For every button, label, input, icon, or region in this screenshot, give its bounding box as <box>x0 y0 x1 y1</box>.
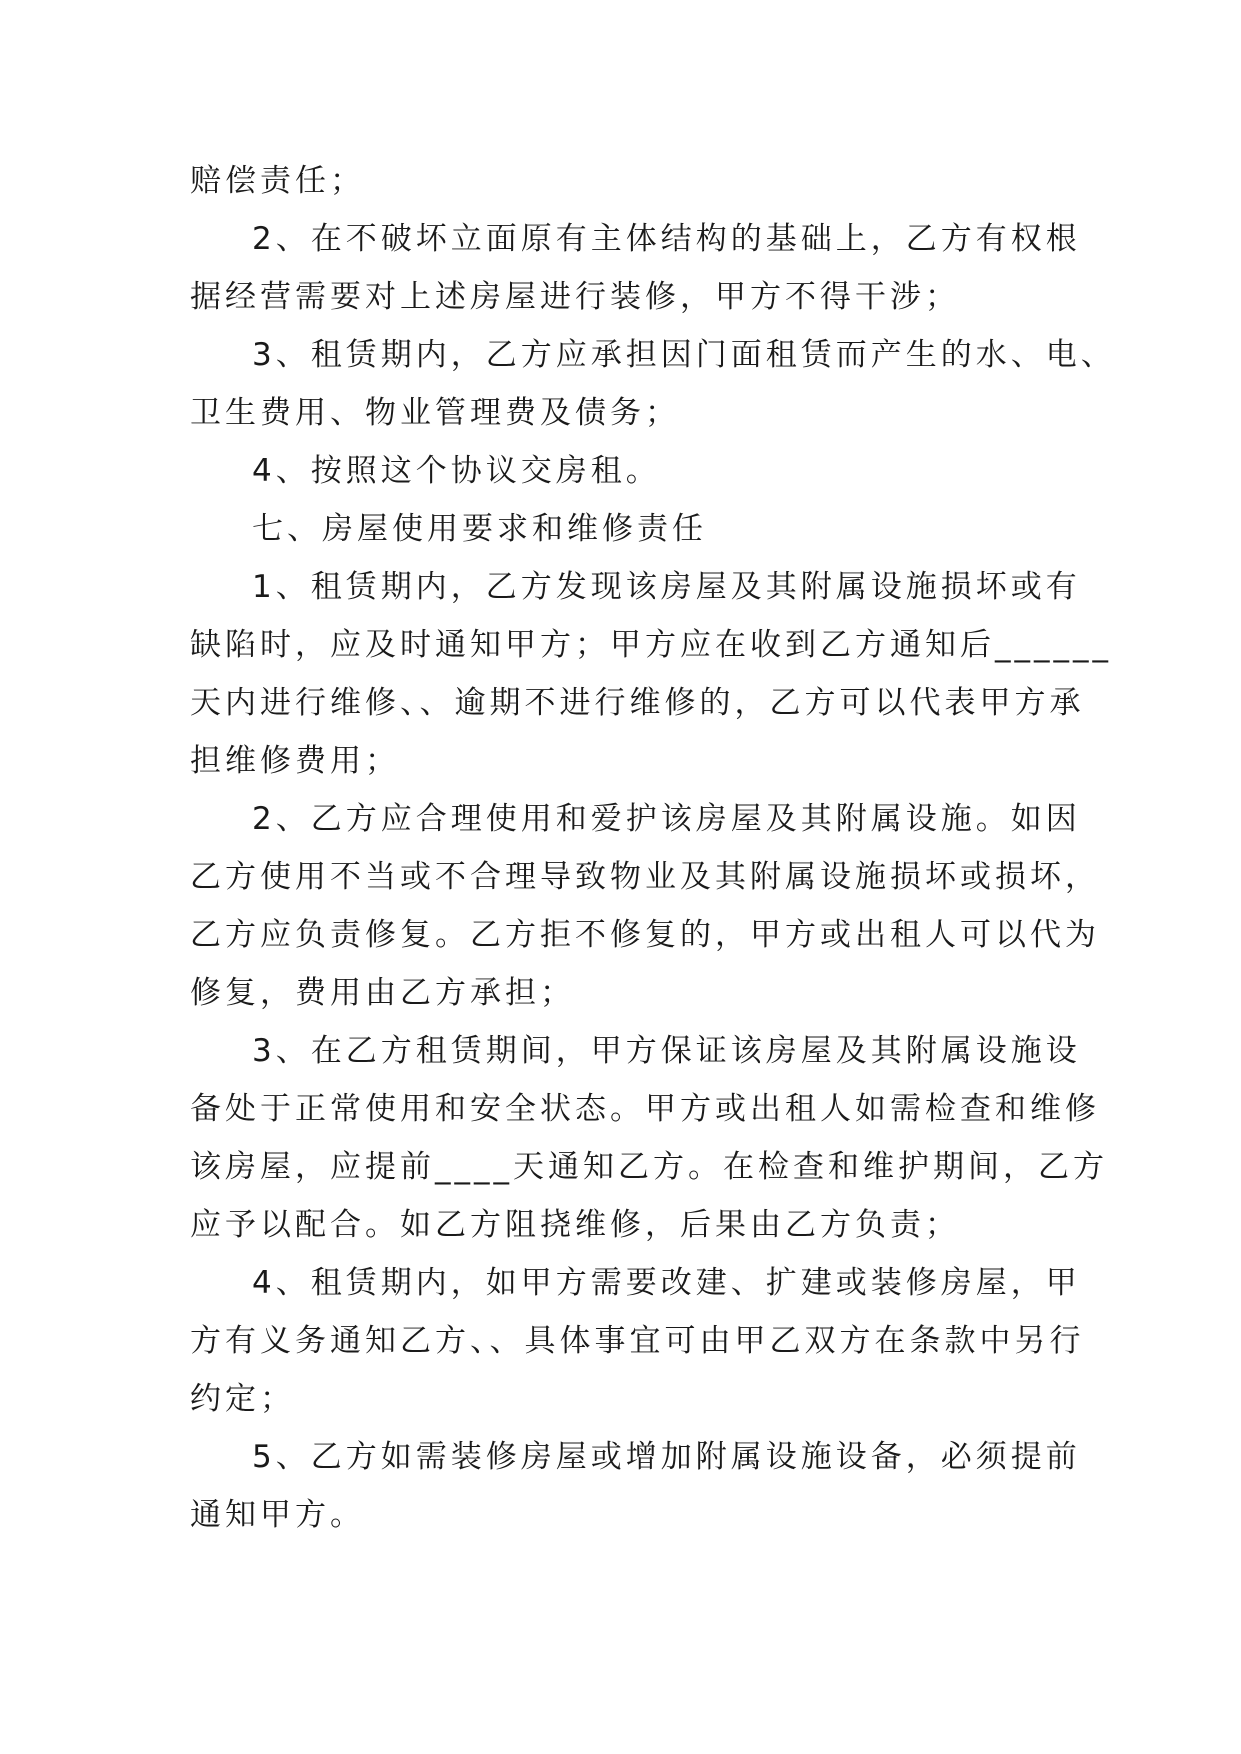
text-line: 2、乙方应合理使用和爱护该房屋及其附属设施。如因 <box>252 801 1081 837</box>
text-line: 据经营需要对上述房屋进行装修，甲方不得干涉； <box>190 279 960 315</box>
text-line: 4、按照这个协议交房租。 <box>252 453 661 489</box>
text-line: 方有义务通知乙方、、具体事宜可由甲乙双方在条款中另行 <box>190 1323 1085 1359</box>
text-line: 该房屋，应提前____天通知乙方。在检查和维护期间，乙方 <box>190 1149 1108 1185</box>
text-line: 乙方使用不当或不合理导致物业及其附属设施损坏或损坏， <box>190 859 1100 895</box>
text-line: 通知甲方。 <box>190 1497 365 1533</box>
text-line: 3、租赁期内，乙方应承担因门面租赁而产生的水、电、 <box>252 337 1116 373</box>
text-line: 修复，费用由乙方承担； <box>190 975 575 1011</box>
text-line: 乙方应负责修复。乙方拒不修复的，甲方或出租人可以代为 <box>190 917 1100 953</box>
text-line: 5、乙方如需装修房屋或增加附属设施设备，必须提前 <box>252 1439 1081 1475</box>
text-line: 4、租赁期内，如甲方需要改建、扩建或装修房屋，甲 <box>252 1265 1081 1301</box>
text-line: 担维修费用； <box>190 743 400 779</box>
text-line: 约定； <box>190 1381 295 1417</box>
text-line: 缺陷时，应及时通知甲方；甲方应在收到乙方通知后______ <box>190 627 1112 663</box>
text-line: 1、租赁期内，乙方发现该房屋及其附属设施损坏或有 <box>252 569 1081 605</box>
text-line: 赔偿责任； <box>190 163 365 199</box>
text-line: 天内进行维修、、逾期不进行维修的，乙方可以代表甲方承 <box>190 685 1085 721</box>
text-line: 备处于正常使用和安全状态。甲方或出租人如需检查和维修 <box>190 1091 1100 1127</box>
text-line: 卫生费用、物业管理费及债务； <box>190 395 680 431</box>
text-line: 2、在不破坏立面原有主体结构的基础上，乙方有权根 <box>252 221 1081 257</box>
text-line: 3、在乙方租赁期间，甲方保证该房屋及其附属设施设 <box>252 1033 1081 1069</box>
document-body <box>190 152 1116 1544</box>
section-heading: 七、房屋使用要求和维修责任 <box>252 511 707 547</box>
text-line: 应予以配合。如乙方阻挠维修，后果由乙方负责； <box>190 1207 960 1243</box>
